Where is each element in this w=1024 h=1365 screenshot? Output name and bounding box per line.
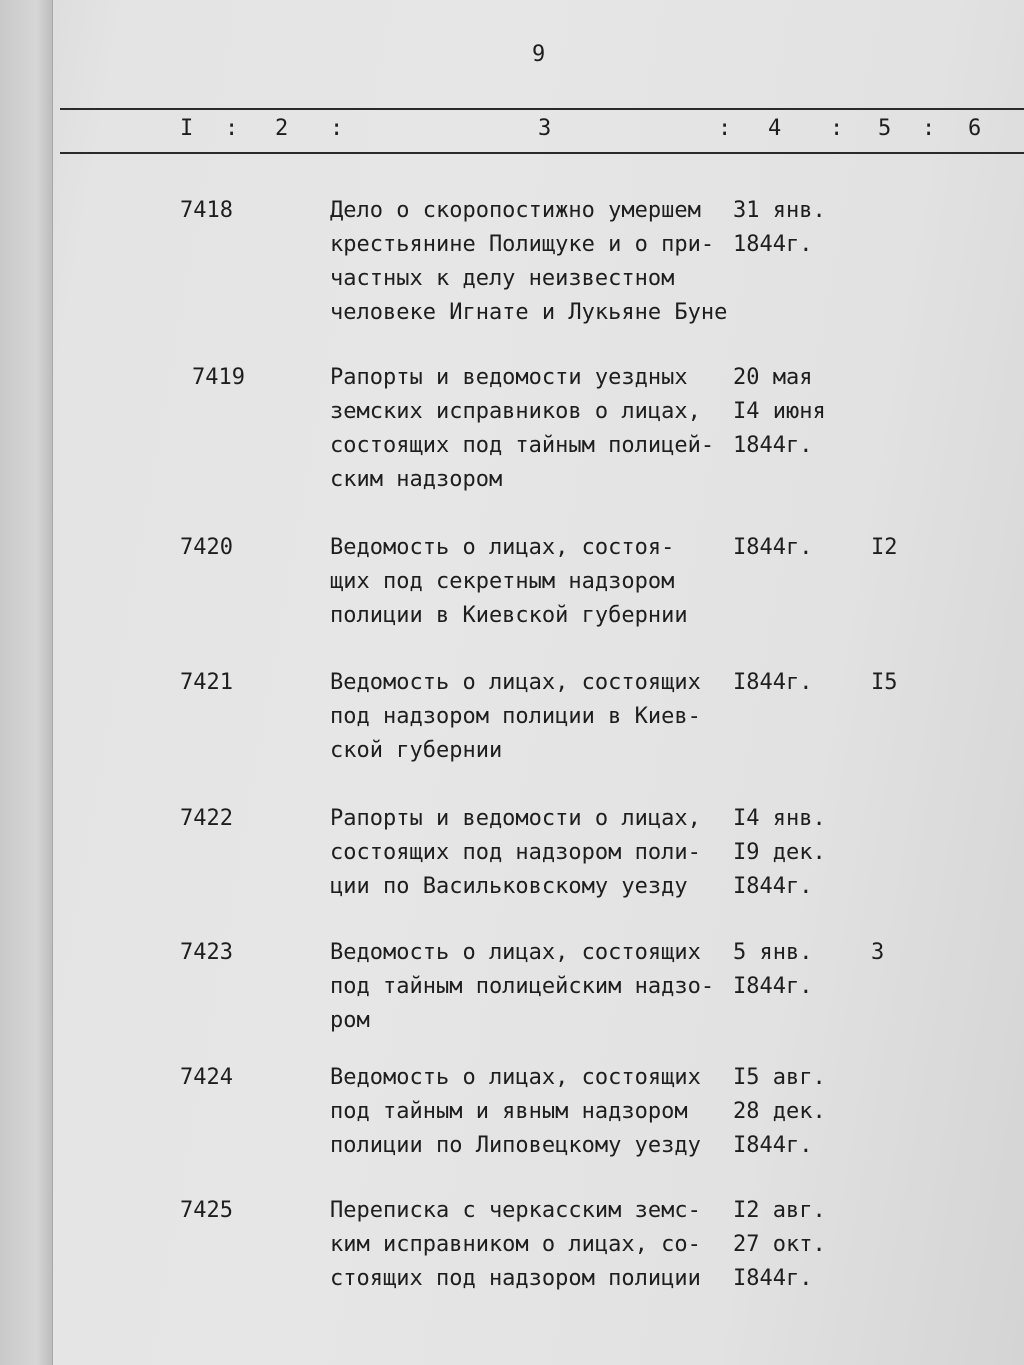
entry-number: 7420 [180, 535, 233, 560]
entry-title-line: состоящих под тайным полицей- [330, 433, 715, 458]
entry-title-line: под тайным полицейским надзо- [330, 974, 715, 999]
entry-date: 20 мая [733, 365, 813, 390]
column-separator: : [330, 116, 344, 141]
column-separator: : [718, 116, 732, 141]
header-rule-top [60, 108, 1024, 110]
entry-date: I844г. [733, 535, 813, 560]
entry-title-line: полиции в Киевской губернии [330, 603, 688, 628]
entry-date: I844г. [733, 874, 813, 899]
entry-date: 31 янв. [733, 198, 826, 223]
entry-title-line: щих под секретным надзором [330, 569, 675, 594]
entry-title-line: ской губернии [330, 738, 503, 763]
column-header-1: I [180, 116, 194, 141]
entry-sheets: I5 [871, 670, 898, 695]
page-number: 9 [532, 42, 546, 67]
entry-title-line: Ведомость о лицах, состоящих [330, 940, 701, 965]
entry-title-line: ским надзором [330, 467, 503, 492]
entry-date: I844г. [733, 670, 813, 695]
entry-title-line: человеке Игнате и Лукьяне Буне [330, 300, 728, 325]
entry-title-line: ром [330, 1008, 370, 1033]
entry-date: I844г. [733, 1266, 813, 1291]
entry-title-line: ким исправником о лицах, со- [330, 1232, 701, 1257]
column-header-2: 2 [275, 116, 289, 141]
entry-title-line: крестьянине Полищуке и о при- [330, 232, 715, 257]
column-header-6: 6 [968, 116, 982, 141]
column-separator: : [225, 116, 239, 141]
entry-date: I5 авг. [733, 1065, 826, 1090]
entry-date: 28 дек. [733, 1099, 826, 1124]
entry-title-line: Ведомость о лицах, состоя- [330, 535, 675, 560]
entry-title-line: полиции по Липовецкому уезду [330, 1133, 701, 1158]
column-separator: : [830, 116, 844, 141]
entry-sheets: 3 [871, 940, 885, 965]
entry-title-line: Ведомость о лицах, состоящих [330, 1065, 701, 1090]
page-binding [0, 0, 53, 1365]
entry-date: I844г. [733, 974, 813, 999]
column-header-5: 5 [878, 116, 892, 141]
header-rule-bottom [60, 152, 1024, 154]
column-header-3: 3 [538, 116, 552, 141]
entry-title-line: Дело о скоропостижно умершем [330, 198, 701, 223]
entry-title-line: Ведомость о лицах, состоящих [330, 670, 701, 695]
entry-number: 7423 [180, 940, 233, 965]
entry-title-line: ции по Васильковскому уезду [330, 874, 688, 899]
entry-title-line: под тайным и явным надзором [330, 1099, 688, 1124]
entry-sheets: I2 [871, 535, 898, 560]
entry-date: 5 янв. [733, 940, 813, 965]
entry-date: I9 дек. [733, 840, 826, 865]
entry-number: 7422 [180, 806, 233, 831]
entry-title-line: Рапорты и ведомости уездных [330, 365, 688, 390]
entry-title-line: частных к делу неизвестном [330, 266, 675, 291]
column-header-4: 4 [768, 116, 782, 141]
entry-date: 1844г. [733, 232, 813, 257]
entry-title-line: под надзором полиции в Киев- [330, 704, 701, 729]
entry-number: 7424 [180, 1065, 233, 1090]
entry-title-line: Переписка с черкасским земс- [330, 1198, 701, 1223]
entry-date: I4 июня [733, 399, 826, 424]
entry-number: 7421 [180, 670, 233, 695]
entry-title-line: стоящих под надзором полиции [330, 1266, 701, 1291]
entry-number: 7419 [192, 365, 245, 390]
entry-title-line: Рапорты и ведомости о лицах, [330, 806, 701, 831]
entry-date: I2 авг. [733, 1198, 826, 1223]
entry-date: I844г. [733, 1133, 813, 1158]
entry-number: 7418 [180, 198, 233, 223]
entry-title-line: состоящих под надзором поли- [330, 840, 701, 865]
entry-title-line: земских исправников о лицах, [330, 399, 701, 424]
entry-date: 27 окт. [733, 1232, 826, 1257]
entry-number: 7425 [180, 1198, 233, 1223]
column-separator: : [922, 116, 936, 141]
entry-date: 1844г. [733, 433, 813, 458]
entry-date: I4 янв. [733, 806, 826, 831]
